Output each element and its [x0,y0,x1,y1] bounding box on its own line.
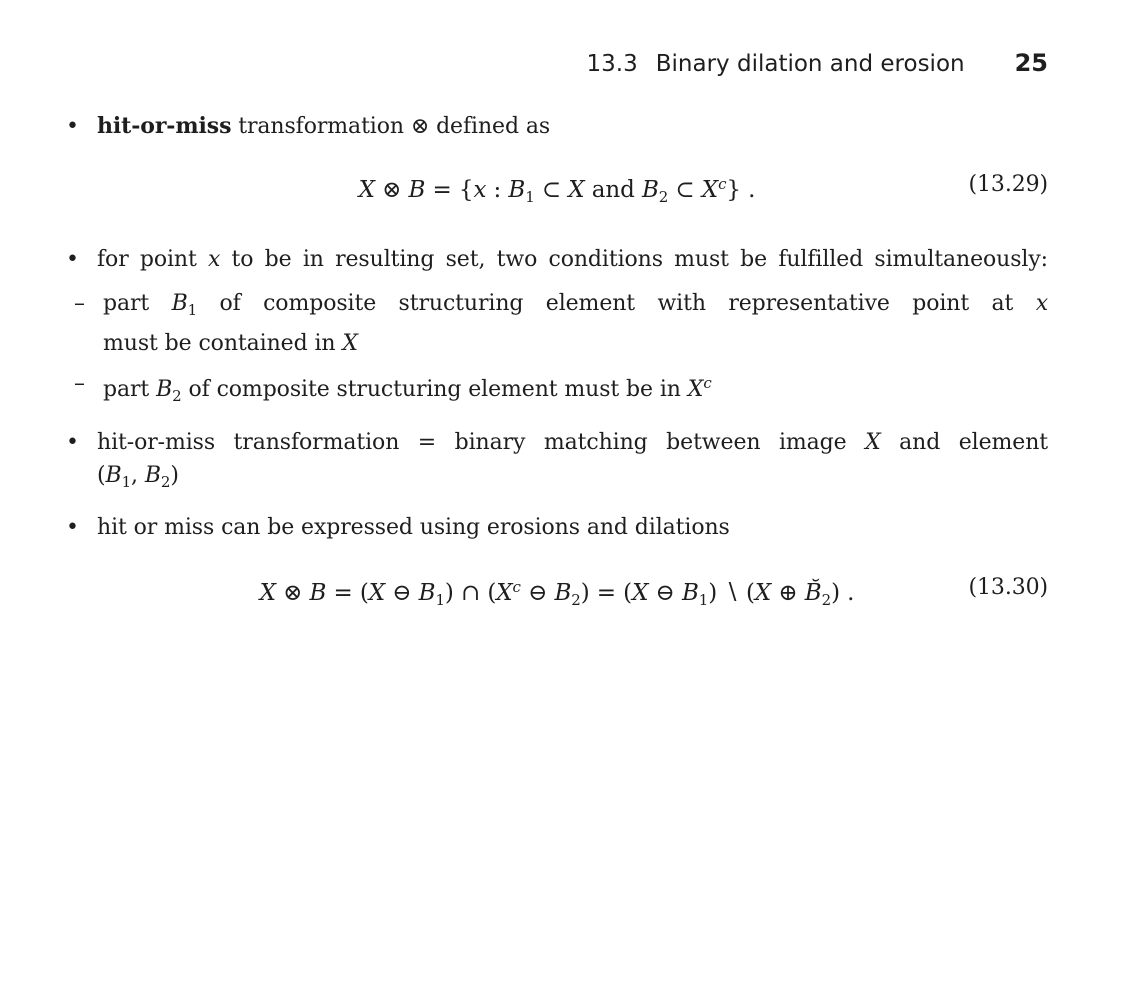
section-number: 13.3 [586,51,638,77]
dash-marker: – [74,371,85,396]
bullet-marker: • [66,430,79,455]
sub-bullet-text: part $B_2$ of composite structuring element must be in $X^c$ [103,374,712,405]
bullet-text: for point x to be in resulting set, two conditions must be fulfilled simultaneously: [97,247,1048,272]
bullet-marker: • [66,114,79,139]
bullet-item-erosions-dilations [66,511,1048,544]
sub-bullet-text: part $B_1$ of composite structuring element with representative point at x must be contained in X [103,291,1048,356]
bullet-text: hit-or-miss transformation ⊗ defined as [97,113,551,139]
bullet-text: hit or miss can be expressed using erosions and dilations [97,515,730,540]
section-title: Binary dilation and erosion [655,51,965,77]
equation-body: X ⊗ B = (X ⊖ $B_1$) ∩ ($X^c$ ⊖ $B_2) = (X$ ⊖ $B_1$) ∖ (X ⊕ $B̆_2$) . [259,578,855,609]
sub-bullet-item-part-b2 [74,367,1048,413]
equation-13-29 [66,166,1048,215]
bullet-item-two-conditions [66,243,1048,276]
sub-bullet-list [66,287,1048,413]
bullet-item-binary-matching [66,426,1048,499]
page-number: 25 [1014,49,1048,77]
equation-13-30 [66,569,1048,618]
page-header [0,49,1048,78]
equation-body: X ⊗ B = {x : $B_1$ ⊂ X and $B_2$ ⊂ $X^c$} . [358,175,756,206]
bullet-marker: • [66,247,79,272]
equation-number: (13.30) [968,575,1048,600]
bullet-text: hit-or-miss transformation = binary matching between image X and element ($B_1$, $B_2$) [97,430,1049,491]
page-content [66,110,1048,618]
dash-marker: – [74,291,85,316]
equation-number: (13.29) [968,172,1048,197]
bullet-item-hit-or-miss-definition [66,110,1048,143]
bullet-marker: • [66,515,79,540]
sub-bullet-item-part-b1 [74,287,1048,360]
